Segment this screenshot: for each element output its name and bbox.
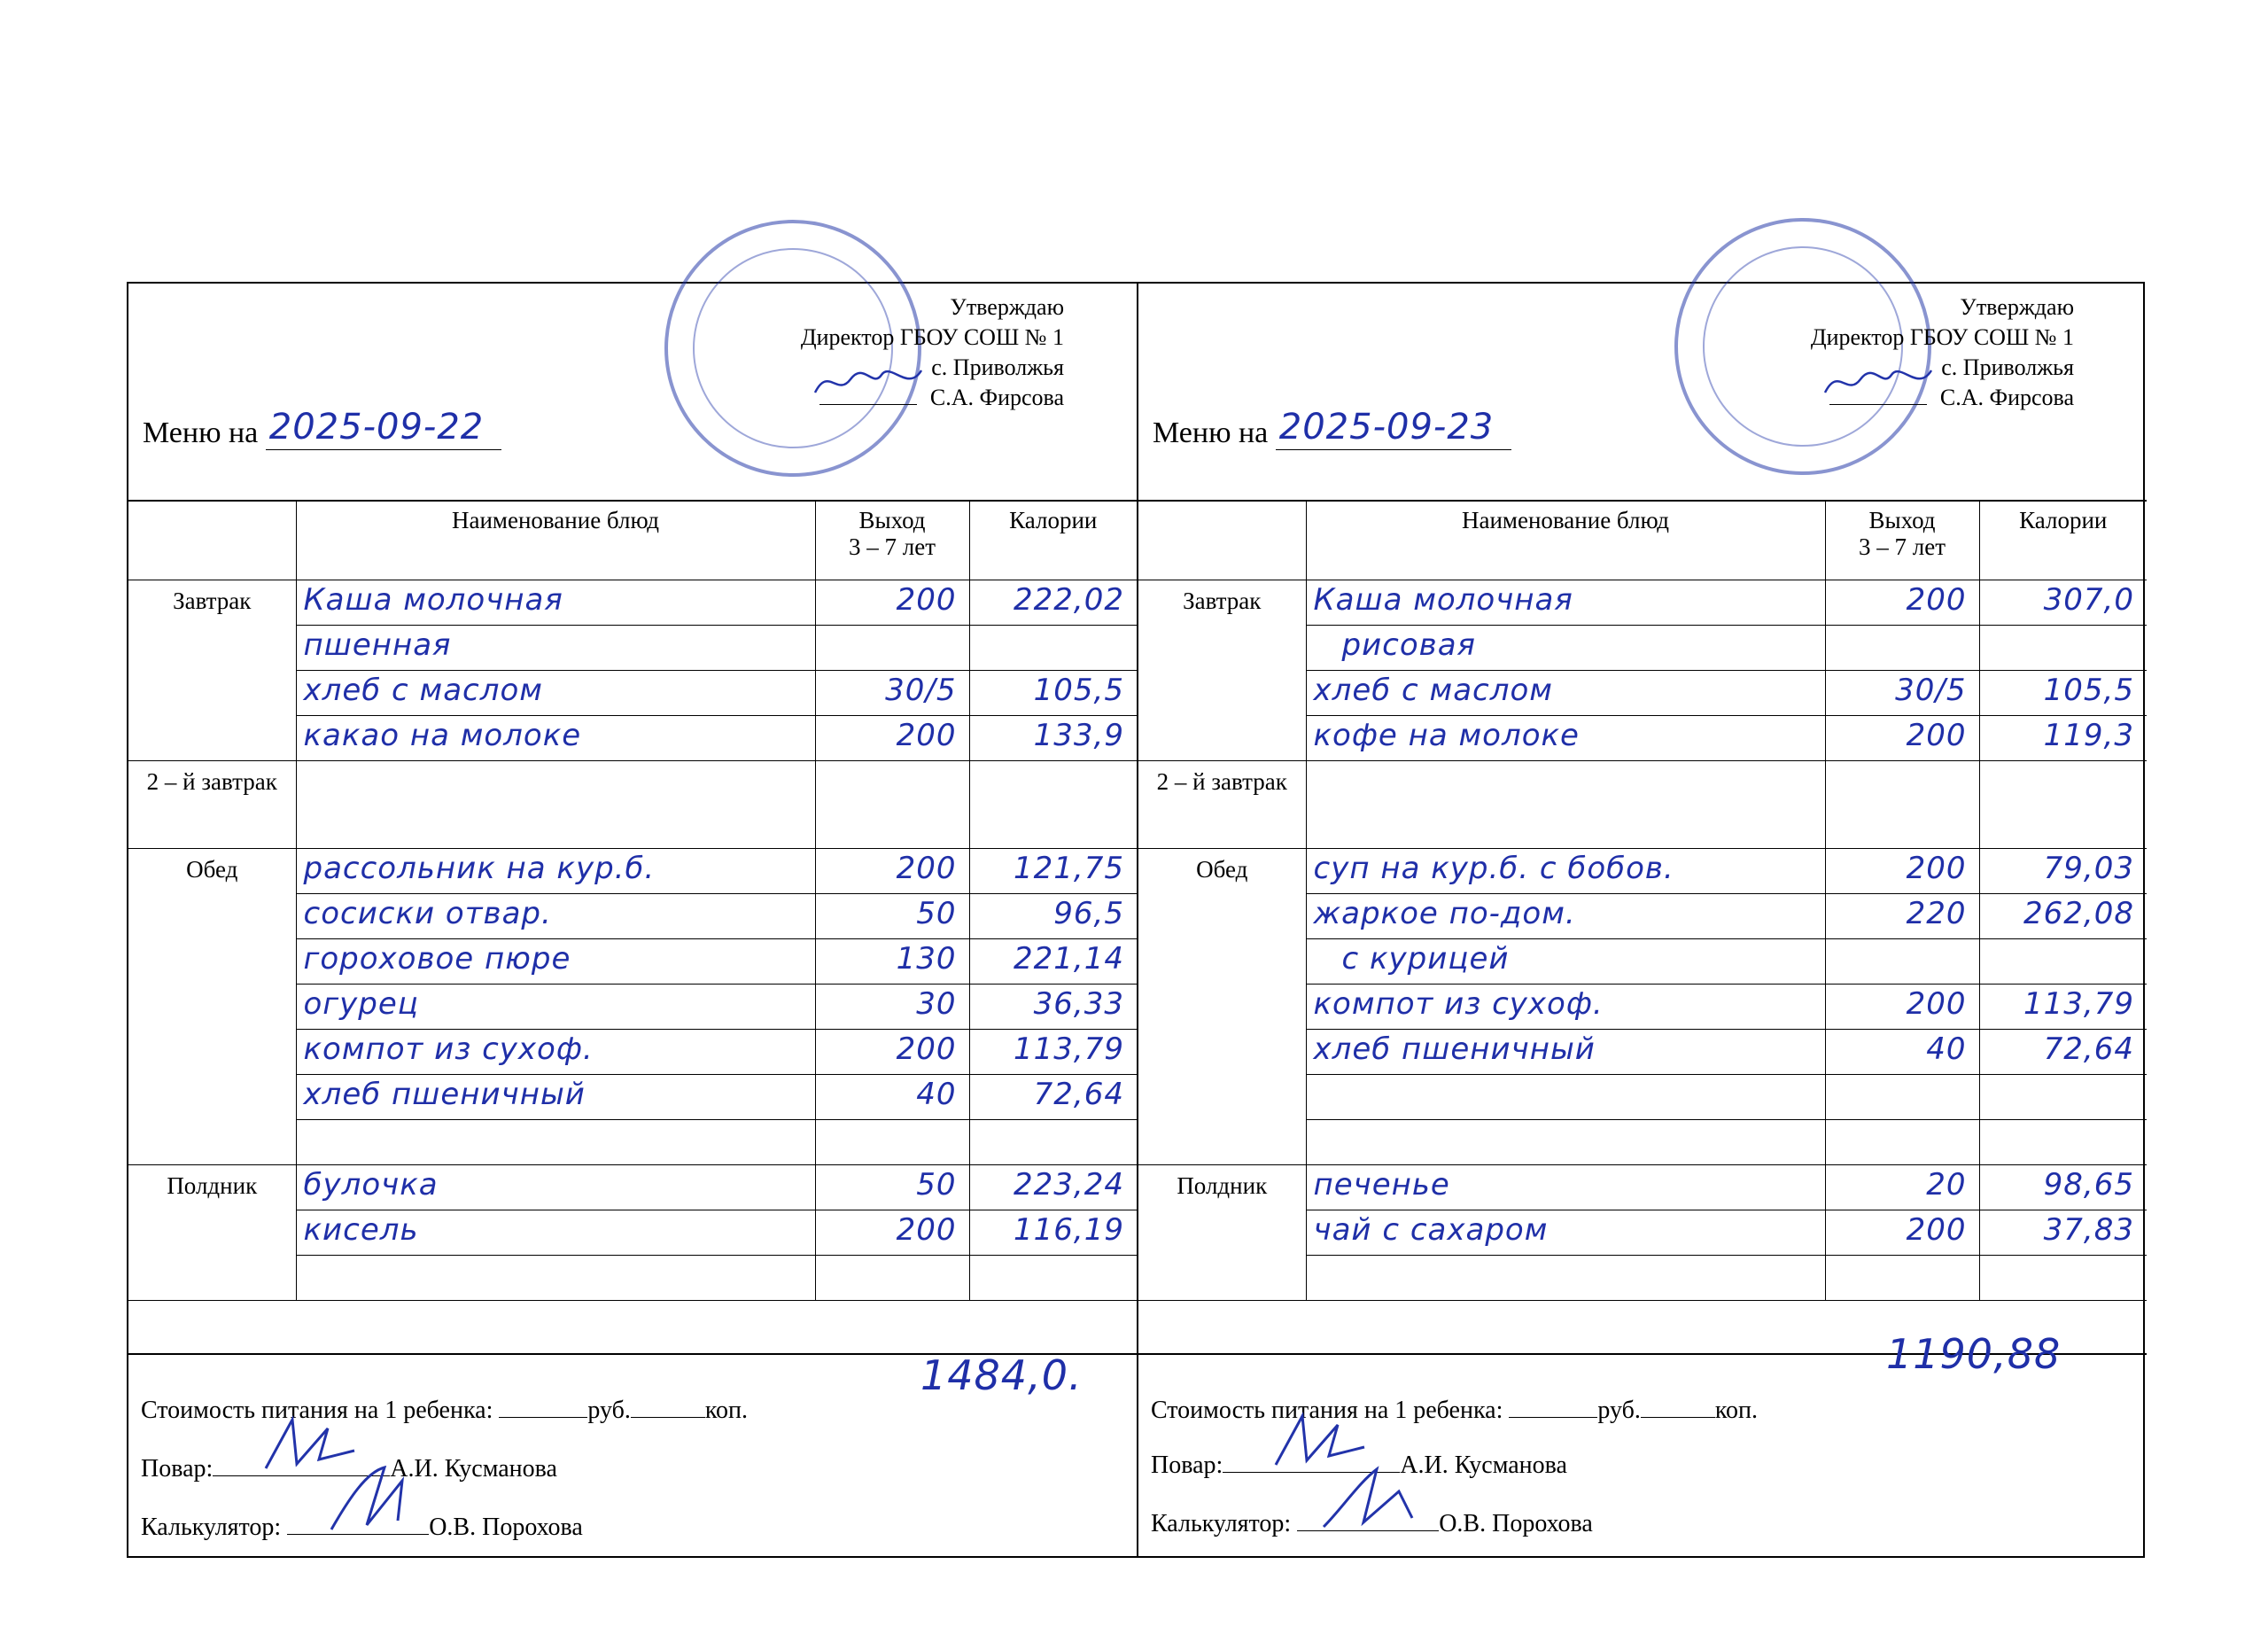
calories-cell: 222,02 (969, 580, 1137, 626)
dish-cell: огурец (296, 985, 815, 1030)
dish-cell: сосиски отвар. (296, 894, 815, 939)
calories-cell: 105,5 (969, 671, 1137, 716)
calc-label: Калькулятор: (141, 1514, 282, 1541)
calories-cell: 96,5 (969, 894, 1137, 939)
approval-signature-line (1811, 383, 2074, 413)
approval-position: Директор ГБОУ СОШ № 1 (800, 324, 1064, 350)
menu-date-field (266, 407, 501, 450)
output-cell: 200 (1825, 849, 1979, 894)
cost-value: 1190,88 (1886, 1330, 2062, 1378)
dish-cell: гороховое пюре (296, 939, 815, 985)
col-output-header: Выход 3 – 7 лет (1825, 500, 1979, 580)
output-cell: 200 (815, 580, 969, 626)
calc-signature (1315, 1465, 1421, 1536)
dish-cell (296, 1120, 815, 1165)
calories-cell: 116,19 (969, 1210, 1137, 1256)
menu-date-line (1153, 407, 1511, 450)
calories-cell: 121,75 (969, 849, 1137, 894)
col-meal (128, 500, 296, 580)
calories-cell (1979, 1256, 2147, 1301)
dish-cell: булочка (296, 1165, 815, 1210)
calories-cell: 113,79 (969, 1030, 1137, 1075)
dish-cell: с курицей (1306, 939, 1825, 985)
meal-lunch: Обед (128, 849, 296, 1165)
day-footer (128, 1353, 1137, 1560)
cost-label: Стоимость питания на 1 ребенка: (141, 1397, 493, 1424)
calories-cell: 98,65 (1979, 1165, 2147, 1210)
output-cell: 220 (1825, 894, 1979, 939)
dish-cell: кисель (296, 1210, 815, 1256)
approval-signature-line (801, 383, 1064, 413)
menu-label: Меню на (143, 416, 259, 449)
output-cell: 40 (815, 1075, 969, 1120)
cook-name: А.И. Кусманова (390, 1455, 557, 1483)
dish-cell: хлеб с маслом (296, 671, 815, 716)
cost-label: Стоимость питания на 1 ребенка: (1151, 1397, 1503, 1424)
output-cell (1825, 626, 1979, 671)
output-cell: 200 (1825, 985, 1979, 1030)
calories-cell (969, 626, 1137, 671)
approval-block (801, 292, 1064, 413)
output-cell (1825, 939, 1979, 985)
calories-cell (1979, 939, 2147, 985)
output-cell: 200 (1825, 580, 1979, 626)
director-signature (1829, 385, 1927, 405)
output-cell (1825, 1120, 1979, 1165)
output-cell: 200 (815, 1030, 969, 1075)
cook-name: А.И. Кусманова (1400, 1452, 1567, 1479)
menu-table (1138, 500, 2147, 1301)
calories-cell: 105,5 (1979, 671, 2147, 716)
calories-cell: 113,79 (1979, 985, 2147, 1030)
calories-cell (1979, 626, 2147, 671)
approval-block (1811, 292, 2074, 413)
calories-cell: 36,33 (969, 985, 1137, 1030)
calories-cell: 72,64 (969, 1075, 1137, 1120)
output-cell (1825, 761, 1979, 849)
meal-afternoon-snack: Полдник (128, 1165, 296, 1301)
calories-cell: 223,24 (969, 1165, 1137, 1210)
dish-cell: рисовая (1306, 626, 1825, 671)
calories-cell (1979, 761, 2147, 849)
output-cell: 30/5 (1825, 671, 1979, 716)
calories-cell (1979, 1075, 2147, 1120)
menu-label: Меню на (1153, 416, 1269, 449)
calories-cell (1979, 1120, 2147, 1165)
day-menu-2 (1137, 284, 2147, 1556)
approval-title: Утверждаю (950, 294, 1064, 320)
output-cell: 20 (1825, 1165, 1979, 1210)
cost-value: 1484,0. (920, 1351, 1083, 1399)
dish-cell: хлеб пшеничный (1306, 1030, 1825, 1075)
col-dish-header: Наименование блюд (296, 500, 815, 580)
calories-cell: 72,64 (1979, 1030, 2147, 1075)
day-header (1138, 284, 2147, 502)
cook-label: Повар: (141, 1455, 214, 1483)
output-cell: 200 (815, 849, 969, 894)
meal-lunch: Обед (1138, 849, 1306, 1165)
day-header (128, 284, 1137, 502)
calc-line (1151, 1509, 1593, 1538)
col-calories-header: Калории (1979, 500, 2147, 580)
output-cell: 40 (1825, 1030, 1979, 1075)
director-name: С.А. Фирсова (1939, 385, 2074, 410)
kop-label: коп. (1714, 1397, 1759, 1424)
cost-line (141, 1351, 1083, 1425)
kop-label: коп. (704, 1397, 749, 1424)
meal-second-breakfast: 2 – й завтрак (128, 761, 296, 849)
calories-cell (969, 1256, 1137, 1301)
dish-cell: какао на молоке (296, 716, 815, 761)
calories-cell: 262,08 (1979, 894, 2147, 939)
menu-sheet (127, 282, 2145, 1558)
rub-label: руб. (1597, 1397, 1641, 1424)
dish-cell: суп на кур.б. с бобов. (1306, 849, 1825, 894)
output-cell (815, 1256, 969, 1301)
menu-date: 2025-09-23 (1278, 407, 1495, 448)
calories-cell (969, 761, 1137, 849)
dish-cell (296, 1256, 815, 1301)
menu-date-line (143, 407, 501, 450)
menu-table (128, 500, 1137, 1301)
calories-cell (969, 1120, 1137, 1165)
output-cell: 200 (815, 716, 969, 761)
output-cell: 200 (1825, 716, 1979, 761)
col-dish-header: Наименование блюд (1306, 500, 1825, 580)
approval-position: Директор ГБОУ СОШ № 1 (1810, 324, 2074, 350)
dish-cell: рассольник на кур.б. (296, 849, 815, 894)
output-cell: 200 (815, 1210, 969, 1256)
approval-title: Утверждаю (1960, 294, 2074, 320)
calc-label: Калькулятор: (1151, 1510, 1292, 1537)
meal-afternoon-snack: Полдник (1138, 1165, 1306, 1301)
day-menu-1 (128, 284, 1137, 1556)
calories-cell: 79,03 (1979, 849, 2147, 894)
output-cell: 30/5 (815, 671, 969, 716)
output-cell: 200 (1825, 1210, 1979, 1256)
dish-cell: Каша молочная (1306, 580, 1825, 626)
dish-cell: жаркое по-дом. (1306, 894, 1825, 939)
calories-cell: 119,3 (1979, 716, 2147, 761)
meal-breakfast: Завтрак (128, 580, 296, 761)
output-cell: 50 (815, 1165, 969, 1210)
col-output-header: Выход 3 – 7 лет (815, 500, 969, 580)
output-cell: 30 (815, 985, 969, 1030)
approval-place: с. Приволжья (1941, 354, 2074, 380)
menu-date: 2025-09-22 (268, 407, 485, 448)
output-cell: 50 (815, 894, 969, 939)
calories-cell: 133,9 (969, 716, 1137, 761)
director-name: С.А. Фирсова (929, 385, 1064, 410)
menu-date-field (1276, 407, 1511, 450)
approval-place: с. Приволжья (931, 354, 1064, 380)
calc-name: О.В. Порохова (1439, 1510, 1593, 1537)
output-cell (815, 1120, 969, 1165)
cook-label: Повар: (1151, 1452, 1223, 1479)
output-cell (815, 626, 969, 671)
dish-cell: печенье (1306, 1165, 1825, 1210)
dish-cell (1306, 1256, 1825, 1301)
dish-cell (1306, 1075, 1825, 1120)
dish-cell: хлеб пшеничный (296, 1075, 815, 1120)
calc-name: О.В. Порохова (429, 1514, 583, 1541)
output-cell: 130 (815, 939, 969, 985)
calc-line (141, 1513, 583, 1542)
dish-cell (296, 761, 815, 849)
rub-label: руб. (587, 1397, 631, 1424)
dish-cell: чай с сахаром (1306, 1210, 1825, 1256)
output-cell (1825, 1256, 1979, 1301)
dish-cell: пшенная (296, 626, 815, 671)
output-cell (815, 761, 969, 849)
output-cell (1825, 1075, 1979, 1120)
dish-cell (1306, 1120, 1825, 1165)
meal-breakfast: Завтрак (1138, 580, 1306, 761)
dish-cell: компот из сухоф. (1306, 985, 1825, 1030)
col-meal (1138, 500, 1306, 580)
calc-signature (314, 1463, 420, 1534)
dish-cell: Каша молочная (296, 580, 815, 626)
dish-cell: хлеб с маслом (1306, 671, 1825, 716)
day-footer (1138, 1330, 2147, 1560)
meal-second-breakfast: 2 – й завтрак (1138, 761, 1306, 849)
dish-cell (1306, 761, 1825, 849)
cost-line (1151, 1330, 2062, 1425)
calories-cell: 221,14 (969, 939, 1137, 985)
dish-cell: компот из сухоф. (296, 1030, 815, 1075)
calories-cell: 307,0 (1979, 580, 2147, 626)
calories-cell: 37,83 (1979, 1210, 2147, 1256)
col-calories-header: Калории (969, 500, 1137, 580)
dish-cell: кофе на молоке (1306, 716, 1825, 761)
director-signature (819, 385, 917, 405)
